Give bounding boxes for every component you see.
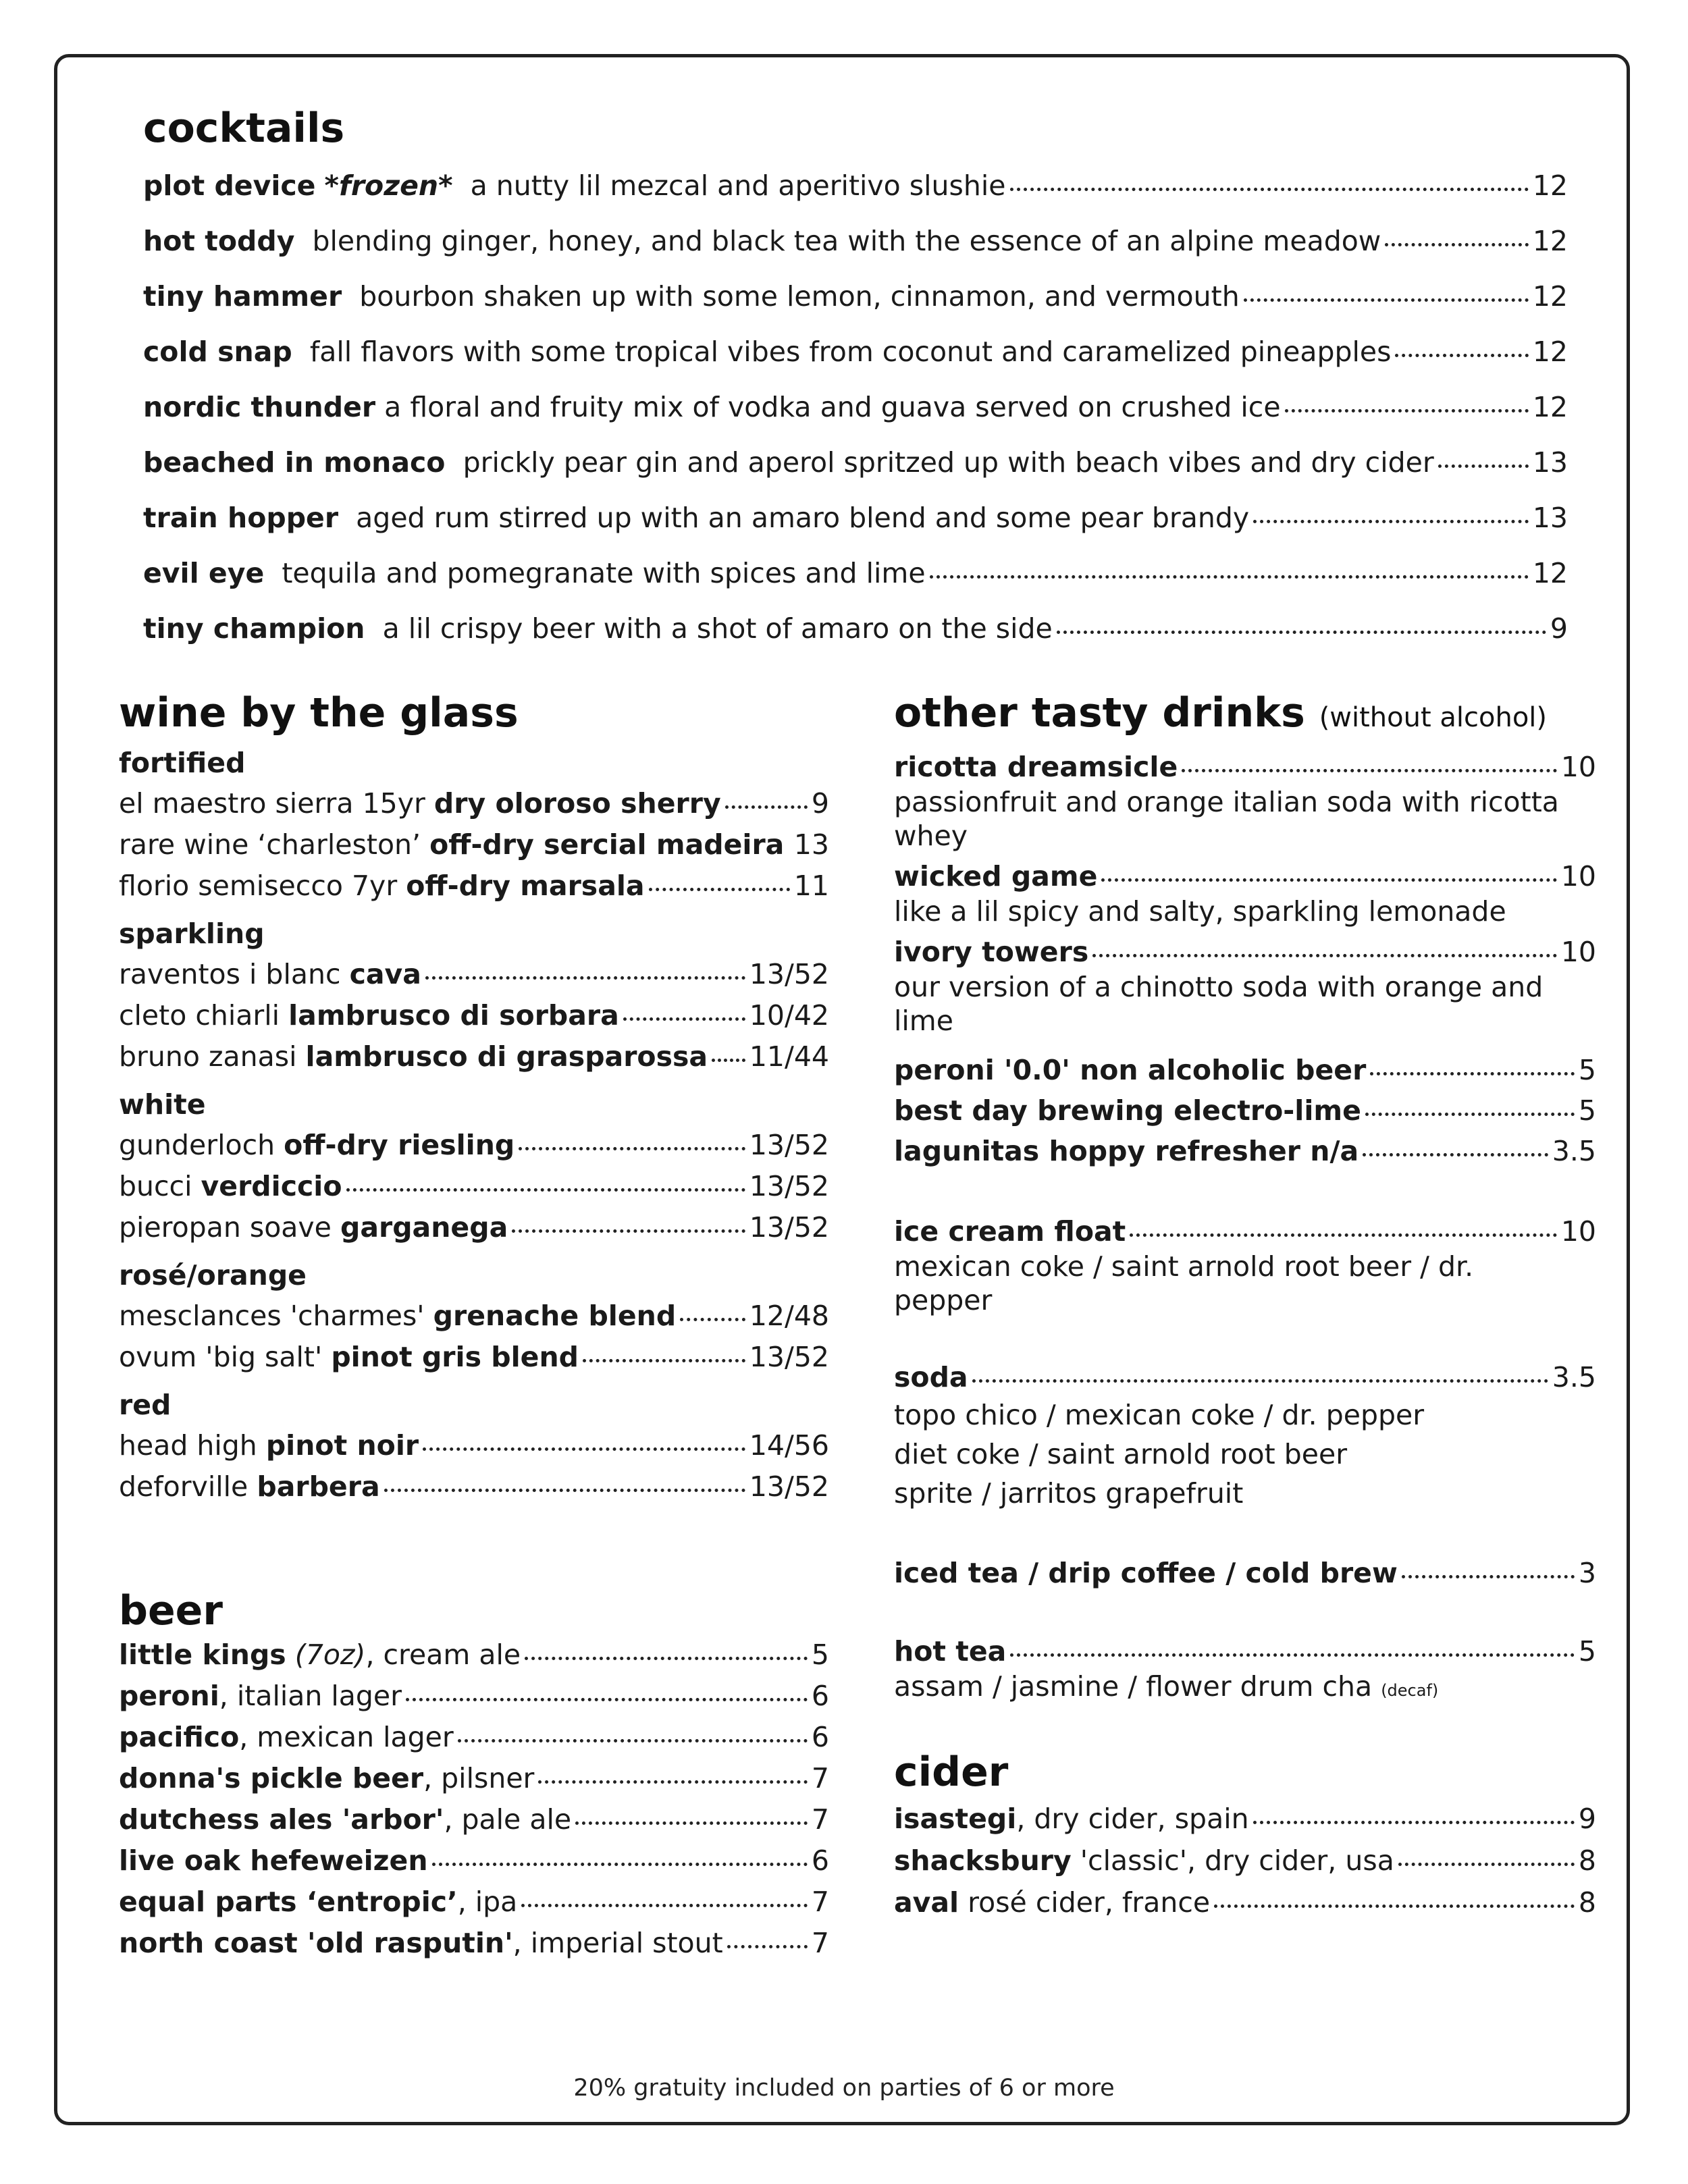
drink-item xyxy=(894,934,1596,970)
item-desc: prickly pear gin and aperol spritzed up with beach vibes and dry cider xyxy=(463,446,1434,479)
item-name: evil eye xyxy=(143,557,265,589)
wine-group-label: rosé/orange xyxy=(119,1259,307,1291)
soda-line: topo chico / mexican coke / dr. pepper xyxy=(894,1399,1425,1431)
cider-item xyxy=(894,1882,1596,1923)
item-price: 12 xyxy=(1532,169,1568,202)
beer-style: , pale ale xyxy=(444,1803,572,1836)
cider-section xyxy=(894,1747,1596,1923)
menu-item xyxy=(143,158,1568,213)
item-price: 13 xyxy=(1532,446,1568,479)
wine-item xyxy=(119,954,829,995)
drink-name: wicked game xyxy=(894,860,1098,893)
wine-name: garganega xyxy=(340,1211,508,1244)
drink-price: 5 xyxy=(1578,1054,1596,1086)
wine-producer: raventos i blanc xyxy=(119,958,341,990)
wine-producer: mesclances 'charmes' xyxy=(119,1300,425,1332)
drink-price: 10 xyxy=(1560,751,1596,783)
beer-title: beer xyxy=(119,1587,223,1634)
beer-item xyxy=(119,1923,829,1964)
beer-price: 6 xyxy=(811,1844,829,1877)
beer-name: peroni xyxy=(119,1680,219,1712)
beer-name: equal parts ‘entropic’ xyxy=(119,1886,458,1918)
beer-name: little kings xyxy=(119,1639,286,1671)
drink-price: 10 xyxy=(1560,860,1596,893)
wine-producer: bruno zanasi xyxy=(119,1040,297,1073)
beer-price: 6 xyxy=(811,1680,829,1712)
item-desc: aged rum stirred up with an amaro blend and some pear brandy xyxy=(356,502,1250,534)
wine-name: verdiccio xyxy=(201,1170,342,1202)
beer-price: 6 xyxy=(811,1721,829,1753)
soda-options xyxy=(894,1395,1596,1513)
beer-item xyxy=(119,1840,829,1882)
drink-name: lagunitas hoppy refresher n/a xyxy=(894,1135,1359,1167)
item-name: train hopper xyxy=(143,502,339,534)
beer-price: 7 xyxy=(811,1927,829,1959)
item-price: 9 xyxy=(1550,612,1568,645)
beer-section xyxy=(119,1587,829,1964)
drink-name: best day brewing electro-lime xyxy=(894,1094,1361,1127)
other-title-text: other tasty drinks xyxy=(894,689,1305,737)
wine-price: 13/52 xyxy=(749,958,829,990)
wine-price: 12/48 xyxy=(749,1300,829,1332)
gratuity-note: 20% gratuity included on parties of 6 or more xyxy=(573,2075,1115,2102)
menu-item xyxy=(143,435,1568,490)
beer-name: dutchess ales 'arbor' xyxy=(119,1803,444,1836)
cider-name: shacksbury xyxy=(894,1844,1072,1877)
wine-title: wine by the glass xyxy=(119,689,519,737)
item-price: 12 xyxy=(1532,280,1568,313)
wine-producer: gunderloch xyxy=(119,1129,275,1161)
beer-item xyxy=(119,1882,829,1923)
cider-price: 8 xyxy=(1578,1886,1596,1919)
wine-item xyxy=(119,1125,829,1166)
drink-desc: our version of a chinotto soda with orange and lime xyxy=(894,971,1544,1037)
item-name: beached in monaco xyxy=(143,446,446,479)
item-desc: a floral and fruity mix of vodka and guava served on crushed ice xyxy=(384,391,1281,423)
wine-item xyxy=(119,1425,829,1466)
beer-style: , ipa xyxy=(457,1886,518,1918)
beer-name: donna's pickle beer xyxy=(119,1762,424,1794)
wine-producer: bucci xyxy=(119,1170,192,1202)
beer-price: 7 xyxy=(811,1803,829,1836)
wine-price: 13/52 xyxy=(749,1470,829,1503)
wine-price: 14/56 xyxy=(749,1429,829,1462)
other-title-note: (without alcohol) xyxy=(1319,702,1548,733)
beer-item xyxy=(119,1634,829,1676)
cider-price: 9 xyxy=(1578,1803,1596,1835)
item-name: hot toddy xyxy=(143,225,295,257)
drink-price: 3.5 xyxy=(1552,1361,1596,1393)
wine-item xyxy=(119,1036,829,1077)
cider-title: cider xyxy=(894,1749,1009,1796)
drink-price: 10 xyxy=(1560,936,1596,968)
cider-desc: rosé cider, france xyxy=(959,1886,1211,1919)
wine-group-label: white xyxy=(119,1088,206,1121)
beer-item xyxy=(119,1676,829,1717)
wine-name: pinot gris blend xyxy=(331,1341,579,1373)
wine-item xyxy=(119,865,829,907)
wine-name: off-dry marsala xyxy=(406,870,645,902)
other-drinks-section xyxy=(894,687,1596,1707)
beer-item xyxy=(119,1799,829,1840)
beer-style: , mexican lager xyxy=(239,1721,454,1753)
beer-item xyxy=(119,1758,829,1799)
item-name: tiny hammer xyxy=(143,280,342,313)
drink-price: 5 xyxy=(1578,1635,1596,1668)
wine-price: 9 xyxy=(811,787,829,820)
beer-price: 7 xyxy=(811,1762,829,1794)
menu-item xyxy=(143,269,1568,324)
cider-desc: 'classic', dry cider, usa xyxy=(1071,1844,1394,1877)
soda-line: sprite / jarritos grapefruit xyxy=(894,1477,1244,1510)
wine-name: lambrusco di sorbara xyxy=(288,999,619,1032)
drink-item xyxy=(894,1555,1596,1591)
wine-producer: florio semisecco 7yr xyxy=(119,870,398,902)
cider-name: isastegi xyxy=(894,1803,1017,1835)
wine-group-label: sparkling xyxy=(119,917,265,950)
menu-item xyxy=(143,324,1568,379)
other-drinks-title xyxy=(894,687,1596,743)
drink-name: peroni '0.0' non alcoholic beer xyxy=(894,1054,1367,1086)
beer-name: north coast 'old rasputin' xyxy=(119,1927,513,1959)
item-desc: bourbon shaken up with some lemon, cinnamon, and vermouth xyxy=(359,280,1240,313)
wine-group-label: fortified xyxy=(119,747,246,779)
wine-item xyxy=(119,995,829,1036)
wine-name: off-dry riesling xyxy=(284,1129,515,1161)
wine-item xyxy=(119,1296,829,1337)
drink-desc: like a lil spicy and salty, sparkling lemonade xyxy=(894,895,1506,928)
beer-name: pacifico xyxy=(119,1721,240,1753)
cider-price: 8 xyxy=(1578,1844,1596,1877)
drink-name: hot tea xyxy=(894,1635,1007,1668)
wine-producer: rare wine ‘charleston’ xyxy=(119,828,421,861)
drink-item xyxy=(894,1050,1596,1090)
drink-item xyxy=(894,1633,1596,1670)
wine-producer: el maestro sierra 15yr xyxy=(119,787,425,820)
beer-name: live oak hefeweizen xyxy=(119,1844,428,1877)
beer-style: , cream ale xyxy=(365,1639,521,1671)
soda-line: diet coke / saint arnold root beer xyxy=(894,1438,1348,1470)
wine-name: dry oloroso sherry xyxy=(433,787,721,820)
wine-section xyxy=(119,687,829,1508)
wine-name: lambrusco di grasparossa xyxy=(305,1040,708,1073)
drink-name: ricotta dreamsicle xyxy=(894,751,1178,783)
drink-item xyxy=(894,749,1596,785)
menu-item xyxy=(143,379,1568,435)
cider-item xyxy=(894,1840,1596,1882)
wine-producer: ovum 'big salt' xyxy=(119,1341,323,1373)
drink-item xyxy=(894,1090,1596,1131)
drink-price: 10 xyxy=(1560,1215,1596,1248)
drink-name: ivory towers xyxy=(894,936,1089,968)
wine-item xyxy=(119,783,829,824)
wine-price: 13/52 xyxy=(749,1129,829,1161)
wine-item xyxy=(119,1337,829,1378)
wine-name: cava xyxy=(349,958,421,990)
cocktails-section xyxy=(143,101,1568,656)
wine-producer: cleto chiarli xyxy=(119,999,280,1032)
item-tag: *frozen* xyxy=(324,169,453,202)
wine-producer: head high xyxy=(119,1429,257,1462)
menu-item xyxy=(143,601,1568,656)
cider-item xyxy=(894,1798,1596,1840)
wine-price: 13/52 xyxy=(749,1170,829,1202)
wine-item xyxy=(119,1466,829,1508)
drink-item xyxy=(894,1213,1596,1250)
menu-item xyxy=(143,545,1568,601)
drink-price: 3.5 xyxy=(1552,1135,1596,1167)
wine-price: 13 xyxy=(793,828,829,861)
beer-style: , italian lager xyxy=(219,1680,402,1712)
item-desc: a lil crispy beer with a shot of amaro on the side xyxy=(382,612,1053,645)
hot-tea-options: assam / jasmine / flower drum cha xyxy=(894,1670,1373,1703)
item-desc: blending ginger, honey, and black tea with the essence of an alpine meadow xyxy=(312,225,1381,257)
wine-producer: pieropan soave xyxy=(119,1211,332,1244)
wine-price: 13/52 xyxy=(749,1211,829,1244)
drink-item xyxy=(894,1359,1596,1395)
beer-price: 7 xyxy=(811,1886,829,1918)
menu-item xyxy=(143,213,1568,269)
wine-item xyxy=(119,1166,829,1207)
drink-desc: mexican coke / saint arnold root beer / dr. pepper xyxy=(894,1250,1474,1316)
beer-style: , pilsner xyxy=(423,1762,535,1794)
item-desc: a nutty lil mezcal and aperitivo slushie xyxy=(470,169,1006,202)
wine-price: 11 xyxy=(793,870,829,902)
beer-price: 5 xyxy=(811,1639,829,1671)
beer-item xyxy=(119,1717,829,1758)
drink-item xyxy=(894,1131,1596,1171)
drink-price: 3 xyxy=(1578,1557,1596,1589)
cocktails-title: cocktails xyxy=(143,105,345,152)
item-name: cold snap xyxy=(143,336,292,368)
drink-desc xyxy=(894,1670,1596,1707)
decaf-note: (decaf) xyxy=(1381,1681,1439,1700)
wine-price: 11/44 xyxy=(749,1040,829,1073)
item-name: nordic thunder xyxy=(143,391,376,423)
item-desc: fall flavors with some tropical vibes from coconut and caramelized pineapples xyxy=(309,336,1392,368)
drink-desc: passionfruit and orange italian soda with ricotta whey xyxy=(894,786,1559,852)
wine-name: barbera xyxy=(257,1470,380,1503)
drink-name: iced tea / drip coffee / cold brew xyxy=(894,1557,1398,1589)
item-name: tiny champion xyxy=(143,612,365,645)
wine-name: off-dry sercial madeira xyxy=(429,828,785,861)
wine-producer: deforville xyxy=(119,1470,248,1503)
beer-size: (7oz) xyxy=(294,1639,366,1671)
item-price: 12 xyxy=(1532,336,1568,368)
wine-group-label: red xyxy=(119,1389,172,1421)
drink-item xyxy=(894,858,1596,895)
item-price: 12 xyxy=(1532,225,1568,257)
drink-price: 5 xyxy=(1578,1094,1596,1127)
wine-name: pinot noir xyxy=(265,1429,419,1462)
cider-desc: , dry cider, spain xyxy=(1016,1803,1249,1835)
beer-style: , imperial stout xyxy=(512,1927,723,1959)
drink-name: ice cream float xyxy=(894,1215,1126,1248)
item-desc: tequila and pomegranate with spices and lime xyxy=(282,557,926,589)
drink-name: soda xyxy=(894,1361,968,1393)
cider-name: aval xyxy=(894,1886,959,1919)
wine-name: grenache blend xyxy=(433,1300,677,1332)
item-price: 12 xyxy=(1532,557,1568,589)
item-price: 13 xyxy=(1532,502,1568,534)
wine-price: 13/52 xyxy=(749,1341,829,1373)
item-price: 12 xyxy=(1532,391,1568,423)
menu-item xyxy=(143,490,1568,545)
wine-price: 10/42 xyxy=(749,999,829,1032)
wine-item xyxy=(119,824,829,865)
wine-item xyxy=(119,1207,829,1248)
item-name: plot device xyxy=(143,169,316,202)
